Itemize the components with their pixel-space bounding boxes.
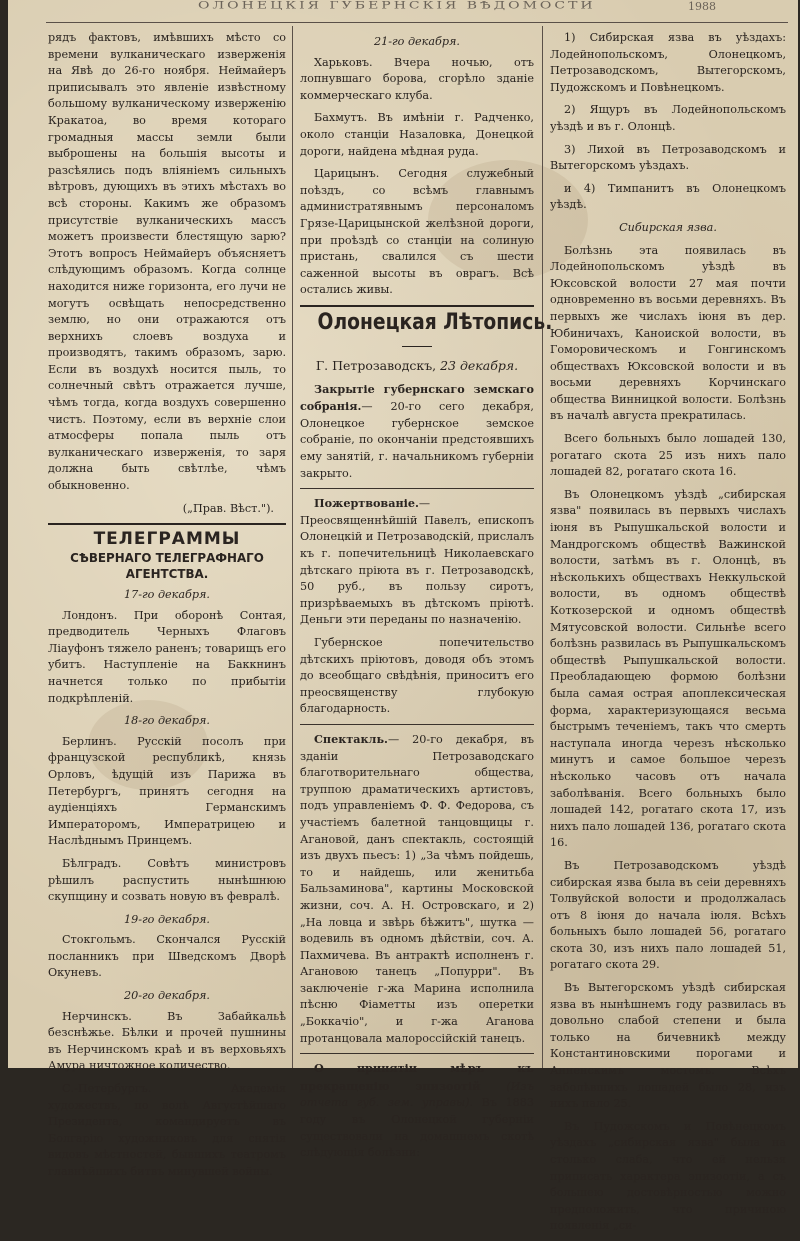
article-paragraph: [300, 381, 534, 483]
place-date: 23 декабря.: [440, 358, 519, 374]
article-paragraph: Въ Олонецкомъ уѣздѣ „сибирская язва" появилась въ первыхъ числахъ іюня въ Рыпушкальской волости и Мандрогскомъ обществѣ Важинской волости, затѣмъ въ г. Олонцѣ, въ нѣсколькихъ обществахъ Неккульской волости, въ одномъ обществѣ Коткозерской и одномъ обществѣ Мятусовской волости. Сильнѣе всего болѣзнь развилась въ Рыпушкальскомъ обществѣ Рыпушкальской волости. Преобладающею формою болѣзни была самая острая апоплексическая форма, характеризующаяся весьма быстрымъ теченіемъ, такъ что смерть наступала иногда черезъ нѣсколько минутъ и самое большое черезъ нѣсколько часовъ отъ начала заболѣванія. Всего больныхъ было лошадей 142, рогатаго скота 17, изъ нихъ пало лошадей 136, рогатаго скота 16.: [550, 487, 786, 850]
telegrams-heading: ТЕЛЕГРАММЫ: [93, 529, 241, 550]
article-paragraph: [300, 731, 534, 1047]
telegram-item: С.-Петербургъ. Академія художествъ, по волѣ Августѣйшаго Президента, командируетъ въ Болгарію художниковъ для снятія видовъ мѣстностей, бывшихъ театромъ главнѣйшихъ битвъ минувшей войны.: [48, 1082, 286, 1178]
article-heading: Пожертвованіе.: [314, 496, 419, 511]
article-paragraph: рядъ фактовъ, имѣвшихъ мѣсто со времени вулканическаго изверженія на Явѣ до 26-го ноября. Неймайеръ приписывалъ это явленіе извѣстному большому вулканическому изверженію Кракатоа, во время котораго громадныя массы земли были выброшены на большія высоты и разсѣялись подъ вліяніемъ сильныхъ вѣтровъ, дующихъ въ этихъ мѣстахъ во всѣ стороны. Какимъ же образомъ присутствіе вулканическихъ массъ можетъ произвести блестящую зарю? Этотъ вопросъ Неймайеръ объясняетъ слѣдующимъ образомъ. Когда солнце находится ниже горизонта, его лучи не могутъ освѣщать непосредственно землю, но они отражаются отъ верхнихъ слоевъ воздуха и производятъ, такимъ образомъ, зарю. Если въ воздухѣ носится пыль, то солнечный свѣтъ отражается лучше, чѣмъ тогда, когда воздухъ совершенно чистъ. Поэтому, если въ верхніе слои атмосферы попала пыль отъ вулканическаго изверженія, то заря должна быть свѣтлѣе, чѣмъ обыкновенно.: [48, 31, 286, 493]
telegram-item: Нерчинскъ. Въ Забайкальѣ безснѣжье. Бѣлки и прочей пушнины въ Нерчинскомъ краѣ и въ верховьяхъ Амура ничтожное количество.: [48, 1009, 286, 1073]
article-heading: Спектакль.: [314, 731, 388, 746]
dateline: 21-го декабря.: [374, 35, 460, 48]
telegram-item: Харьковъ. Вчера ночью, отъ лопнувшаго борова, сгорѣло зданіе коммерческаго клуба.: [300, 55, 534, 102]
list-item: и 4) Тимпанитъ въ Олонецкомъ уѣздѣ.: [550, 181, 786, 212]
dateline: 18-го декабря.: [124, 714, 210, 728]
dateline: 17-го декабря.: [124, 588, 210, 601]
article-paragraph: Въ Вытегорскомъ уѣздѣ сибирская язва въ нынѣшнемъ году развилась въ довольно слабой степени и была только на бичевникѣ между Константиновскими порогами и Анненскимъ мостомъ. Всѣхъ заболѣвшихъ лошадей было 28, изъ нихъ пало 25.: [550, 981, 786, 1111]
column-rule: [292, 26, 293, 1068]
masthead: ОЛОНЕЦКІЯ ГУБЕРНСКІЯ ВѢДОМОСТИ: [198, 0, 596, 12]
article-paragraph: [300, 495, 534, 629]
article-text: Въ 1883 году въ Олонецкой губерніи существовали на домашнемъ скотѣ слѣдующія болѣзни:: [300, 1096, 534, 1160]
article-paragraph: Болѣзнь эта появилась въ Лодейнопольскомъ уѣздѣ въ Юксовской волости 27 мая почти одновременно въ восьми деревняхъ. Въ первыхъ же числахъ іюня въ дер. Юбиничахъ, Каноиской волости, въ Гоморовическомъ и Гонгинскомъ обществахъ Юксовской волости и въ восьми деревняхъ Корчинскаго общества Винницкой волости. Болѣзнь въ началѣ августа прекратилась.: [550, 243, 786, 423]
article-heading: Закрытіе губернскаго земскаго собранія.: [300, 381, 534, 414]
column-rule: [542, 26, 543, 1068]
list-item: 1) Сибирская язва въ уѣздахъ: Лодейнопольскомъ, Олонецкомъ, Петрозаводскомъ, Вытегорскомъ, Пудожскомъ и Повѣнецкомъ.: [550, 31, 786, 94]
telegram-item: Бѣлградъ. Совѣтъ министровъ рѣшилъ распустить нынѣшнюю скупщину и созвать новую въ февралѣ.: [48, 856, 286, 904]
list-item: 3) Лихой въ Петрозаводскомъ и Вытегорскомъ уѣздахъ.: [550, 142, 786, 173]
dateline: 20-го декабря.: [124, 989, 210, 1003]
column-3: [550, 30, 786, 1241]
place-dateline: [300, 358, 534, 375]
column-1: [48, 30, 286, 1187]
top-rule: [46, 22, 788, 23]
page-number: 1988: [688, 0, 716, 13]
place-name: Г. Петрозаводскъ,: [315, 358, 437, 374]
telegram-item: Берлинъ. Русскій посолъ при французской республикѣ, князь Орловъ, ѣдущій изъ Парижа въ Петербургъ, принятъ сегодня на аудіенціяхъ Германскимъ Императоромъ, Императрицею и Наслѣднымъ Принцемъ.: [48, 734, 286, 848]
section-divider: [300, 305, 534, 307]
list-item: 2) Ящуръ въ Лодейнопольскомъ уѣздѣ и въ г. Олонцѣ.: [550, 103, 786, 133]
article-subheading: (Изъ отчета губ. зем. управы).: [300, 1079, 534, 1110]
telegram-item: Стокгольмъ. Скончался Русскій посланникъ при Шведскомъ Дворѣ Окуневъ.: [48, 933, 286, 980]
column-2: [300, 30, 553, 1168]
article-text: — 20-го декабря, въ зданіи Петрозаводскаго благотворительнаго общества, труппою драматическихъ артистовъ, подъ управленіемъ Ф. Ф. Федорова, съ участіемъ балетной танцовщицы г. Агановой, данъ спектакль, состоящій изъ двухъ пьесъ: 1) „За чѣмъ пойдешь, то и найдешь, или женитьба Бальзаминова", картины Московской жизни, соч. А. Н. Островскаго, и 2) „На ловца и звѣрь бѣжитъ", шутка — водевиль въ одномъ дѣйствіи, соч. А. Пахмичева. Въ антрактѣ исполненъ г. Агановою танецъ „Попурри". Въ заключеніе г-жа Марина исполнила пѣсню Фіаметты изъ оперетки „Боккачіо", и г-жа Аганова протанцовала малороссійскій танецъ.: [300, 732, 534, 1045]
telegram-item: Бахмутъ. Въ имѣніи г. Радченко, около станціи Назаловка, Донецкой дороги, найдена мѣдная руда.: [300, 111, 534, 158]
section-heading: Сибирская язва.: [619, 220, 717, 234]
article-paragraph: Въ Пудожскомъ и Повѣнецкомъ уѣздахъ „сибирская язва" была на столько слаба, что ей нельзя приписать характера эпизоотіи, а съ большею достовѣрностью можно предположить, что причиною появленія „си-: [550, 1119, 786, 1233]
item-divider: [300, 1053, 534, 1054]
heading-dash: [300, 336, 534, 353]
article-source: („Прав. Вѣст.").: [182, 501, 274, 515]
telegrams-subheading: СѢВЕРНАГО ТЕЛЕГРАФНАГО АГЕНТСТВА.: [70, 549, 264, 582]
article-paragraph: Въ Петрозаводскомъ уѣздѣ сибирская язва была въ сеіи деревняхъ Толвуйской волости и продолжалась отъ 8 іюня до начала іюля. Всѣхъ больныхъ было лошадей 56, рогатаго скота 30, изъ нихъ пало лошадей 51, рогатаго скота 29.: [550, 858, 786, 972]
article-paragraph: [300, 1060, 534, 1162]
article-paragraph: Губернское попечительство дѣтскихъ пріютовъ, доводя объ этомъ до всеобщаго свѣдѣнія, приноситъ его преосвященству глубокую благодарность.: [300, 636, 534, 716]
telegram-item: Лондонъ. При оборонѣ Сонтая, предводитель Черныхъ Флаговъ Ліауфонъ тяжело раненъ; товарищъ его убитъ. Наступленіе на Баккнинъ начнется только по прибытіи подкрѣпленій.: [48, 608, 286, 705]
chronicle-heading: Олонецкая Лѣтопись.: [317, 309, 553, 335]
item-divider: [300, 488, 534, 489]
article-heading: О принятіи мѣръ къ прекращенію эпизоотій: [300, 1061, 534, 1093]
section-divider: [48, 523, 286, 525]
dateline: 19-го декабря.: [124, 912, 210, 926]
telegram-item: Царицынъ. Сегодня служебный поѣздъ, со всѣмъ главнымъ администратявнымъ персоналомъ Грязе-Царицынской желѣзной дороги, при проѣздѣ со станціи на солиную пристань, свалился съ шести саженной высоты въ оврагъ. Всѣ остались живы.: [300, 167, 534, 297]
item-divider: [300, 724, 534, 725]
article-paragraph: Всего больныхъ было лошадей 130, рогатаго скота 25 изъ нихъ пало лошадей 82, рогатаго скота 16.: [550, 432, 786, 479]
article-text: — 20-го сего декабря, Олонецкое губернское земское собраніе, по окончаніи предстоявшихъ ему занятій, г. начальникомъ губерніи закрыто.: [300, 400, 534, 480]
article-text: — Преосвященнѣйшій Павелъ, епископъ Олонецкій и Петрозаводскій, прислалъ къ г. попечительницѣ Николаевскаго дѣтскаго пріюта въ г. Петрозаводскѣ, 50 руб., въ пользу сиротъ, призрѣваемыхъ въ дѣтскомъ пріютѣ. Деньги эти переданы по назначенію.: [300, 497, 534, 627]
newspaper-page: [8, 0, 798, 1233]
